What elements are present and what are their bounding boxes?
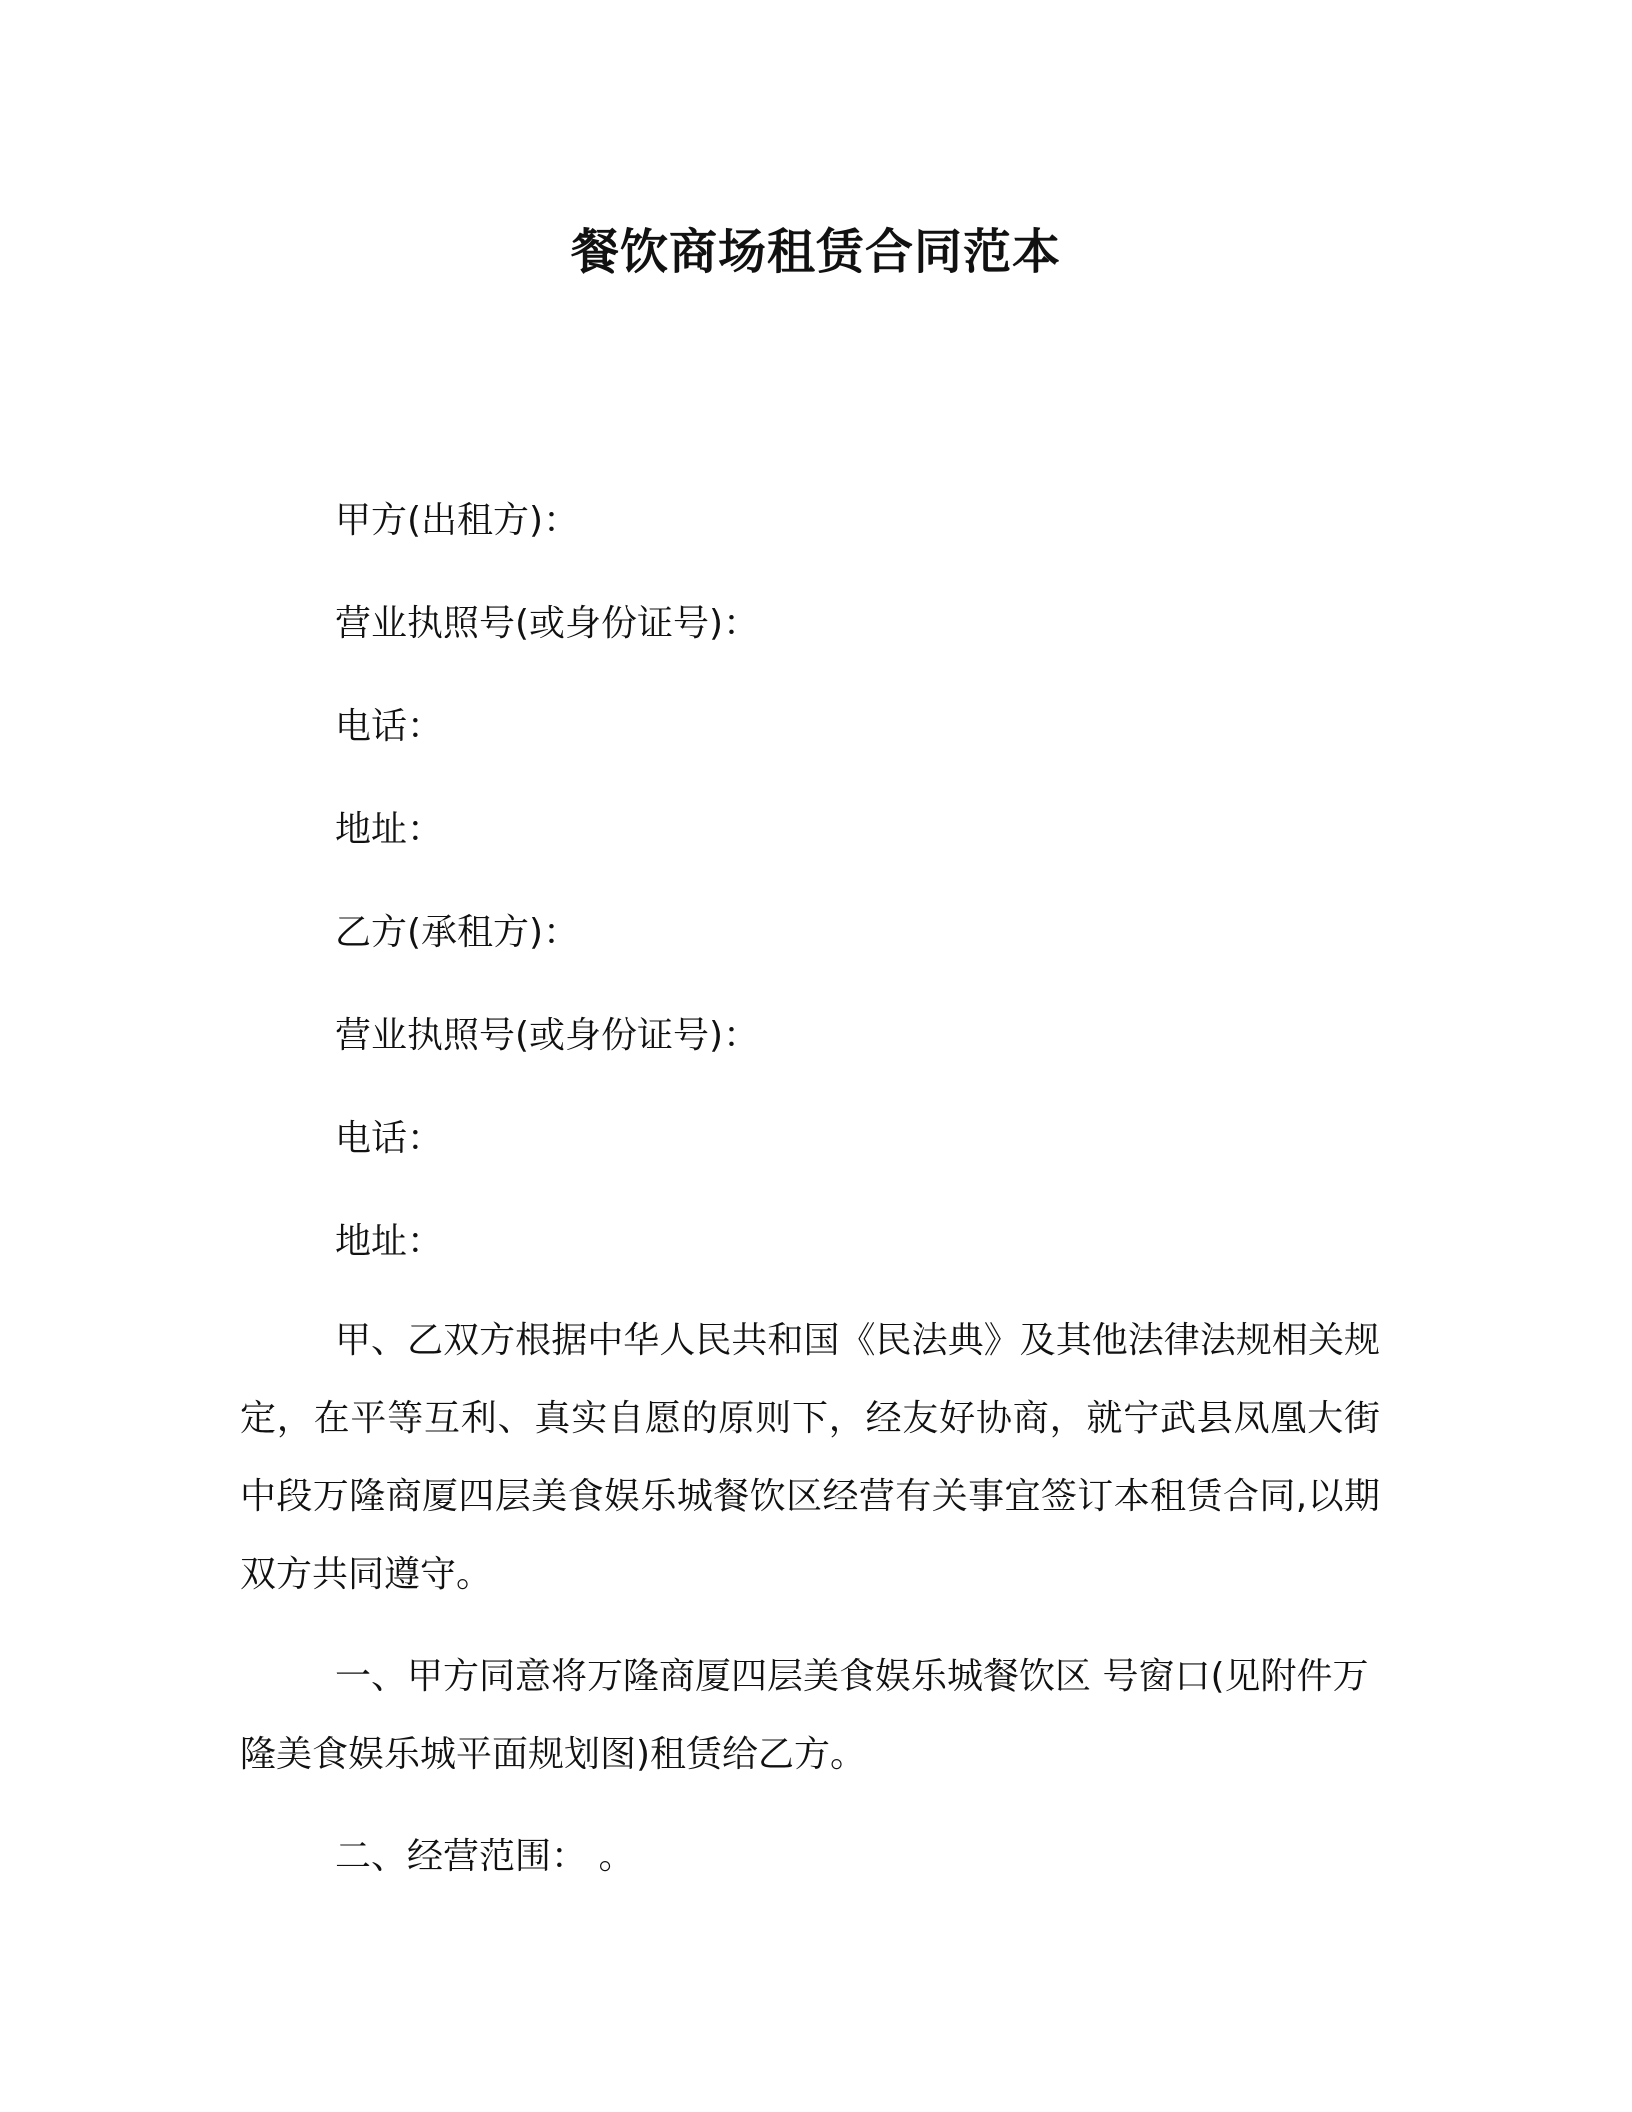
clause-2: 二、经营范围： 。 xyxy=(335,1836,635,1877)
party-b-address: 地址： xyxy=(335,1221,444,1262)
party-a-label: 甲方(出租方)： xyxy=(335,500,580,541)
party-a-license: 营业执照号(或身份证号)： xyxy=(335,603,760,644)
party-a-address: 地址： xyxy=(335,809,444,850)
party-b-license: 营业执照号(或身份证号)： xyxy=(335,1015,760,1056)
party-b-label: 乙方(承租方)： xyxy=(335,912,580,953)
document-title: 餐饮商场租赁合同范本 xyxy=(570,224,1061,280)
clause-1: 一、甲方同意将万隆商厦四层美食娱乐城餐饮区 号窗口(见附件万隆美食娱乐城平面规划图)租赁给乙方。 xyxy=(240,1656,1369,1775)
party-a-phone: 电话： xyxy=(335,706,444,747)
party-b-phone: 电话： xyxy=(335,1118,444,1159)
preamble-paragraph: 甲、乙双方根据中华人民共和国《民法典》及其他法律法规相关规定，在平等互利、真实自愿的原则下，经友好协商，就宁武县凤凰大街中段万隆商厦四层美食娱乐城餐饮区经营有关事宜签订本租赁合同,以期双方共同遵守。 xyxy=(240,1320,1380,1595)
